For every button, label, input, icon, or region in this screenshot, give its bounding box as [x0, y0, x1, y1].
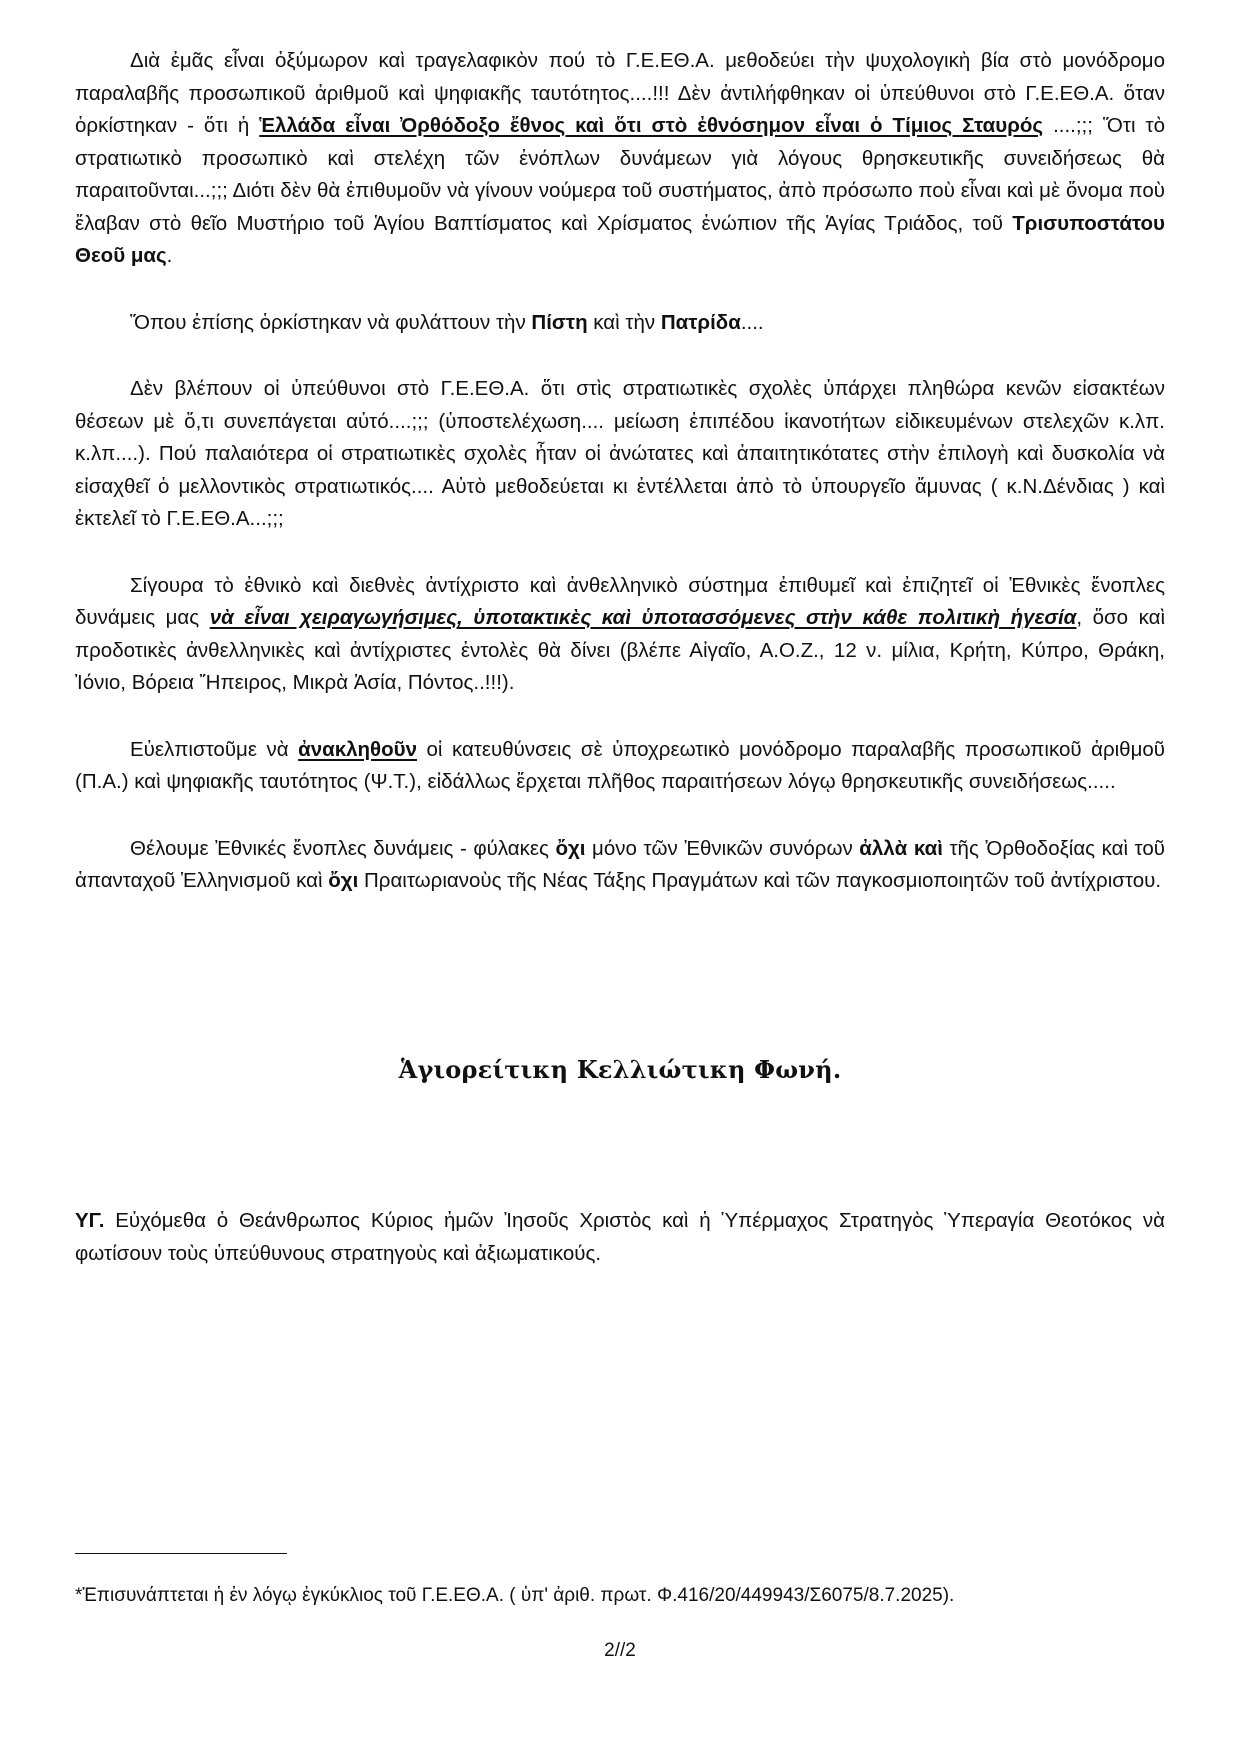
emphasis-bold: Πίστη [531, 310, 588, 334]
paragraph-6 [75, 833, 1165, 898]
text-run: Εὐελπιστοῦμε νὰ [130, 737, 299, 761]
emphasis-bold: ὄχι [328, 869, 359, 892]
footnote: *Ἐπισυνάπτεται ἡ ἐν λόγῳ ἐγκύκλιος τοῦ Γ.Ε.ΕΘ.Α. ( ὑπ' ἀριθ. πρωτ. Φ.416/20/449943/Σ6075/8.7.2025). [75, 1585, 955, 1606]
postscript [75, 1205, 1165, 1270]
signature: Ἁγιορείτικη Κελλιώτικη Φωνή. [398, 1055, 842, 1084]
text-run: οἱ κατευθύνσεις σὲ ὑποχρεωτικὸ μονόδρομο παραλαβῆς προσωπικοῦ ἀριθμοῦ (Π.Α.) καὶ ψηφιακῆς ταυτότητος (Ψ.Τ.), εἰδάλλως ἔρχεται πλῆθος παραιτήσεων λόγῳ θρησκευτικῆς συνειδήσεως..... [75, 737, 1165, 793]
text-run: Σίγουρα τὸ ἐθνικὸ καὶ διεθνὲς ἀντίχριστο καὶ ἀνθελληνικὸ σύστημα ἐπιθυμεῖ καὶ ἐπιζητεῖ οἱ Ἐθνικὲς ἔνοπλες δυνάμεις μας [75, 573, 1165, 629]
emphasis-underlined: Ἑλλάδα εἶναι Ὀρθόδοξο ἔθνος καὶ ὅτι στὸ ἐθνόσημον εἶναι ὁ Τίμιος Σταυρός [259, 114, 1044, 137]
page-number: 2//2 [604, 1640, 636, 1661]
text-run: . [166, 244, 173, 267]
text-run: μόνο τῶν Ἐθνικῶν συνόρων [585, 836, 860, 860]
text-run: Διὰ ἐμᾶς εἶναι ὀξύμωρον καὶ τραγελαφικὸν πού τὸ Γ.Ε.ΕΘ.Α. μεθοδεύει τὴν ψυχολογικὴ βία στὸ μονόδρομο παραλαβῆς προσωπικοῦ ἀριθμοῦ καὶ ψηφιακῆς ταυτότητος....!!! Δὲν ἀντιλήφθηκαν οἱ ὑπεύθυνοι στὸ Γ.Ε.ΕΘ.Α. ὅταν ὁρκίστηκαν - ὅτι ἡ [75, 49, 1165, 137]
letter-body [75, 45, 1165, 932]
emphasis-bold: Τρισυποστάτου Θεοῦ μας [75, 211, 1165, 267]
emphasis-bold: ὄχι [555, 836, 586, 860]
paragraph-4 [75, 570, 1165, 700]
emphasis-underlined-italic: νὰ εἶναι χειραγωγήσιμες, ὑποτακτικὲς καὶ ὑποτασσόμενες στὴν κάθε πολιτικὴ ἡγεσία [209, 606, 1077, 629]
emphasis-underlined: ἀνακληθοῦν [298, 737, 417, 761]
emphasis-bold: ἀλλὰ καὶ [859, 836, 943, 860]
paragraph-5 [75, 734, 1165, 799]
text-run: Δὲν βλέπουν οἱ ὑπεύθυνοι στὸ Γ.Ε.ΕΘ.Α. ὅτι στὶς στρατιωτικὲς σχολὲς ὑπάρχει πληθώρα κενῶν εἰσακτέων θέσεων μὲ ὅ,τι συνεπάγεται αὐτό....;;; (ὑποστελέχωση.... μείωση ἐπιπέδου ἱκανοτήτων εἰδικευμένων στελεχῶν κ.λπ. κ.λπ....). Πού παλαιότερα οἱ στρατιωτικὲς σχολὲς ἦταν οἱ ἀνώτατες καὶ ἀπαιτητικότατες στὴν ἐπιλογὴ καὶ δυσκολία νὰ εἰσαχθεῖ ὁ μελλοντικὸς στρατιωτικός.... Αὐτὸ μεθοδεύεται κι ἐντέλλεται ἀπὸ τὸ ὑπουργεῖο ἄμυνας ( κ.Ν.Δένδιας ) καὶ ἐκτελεῖ τὸ Γ.Ε.ΕΘ.Α...;;; [75, 377, 1165, 530]
emphasis-bold: Πατρίδα [660, 310, 741, 334]
paragraph-1 [75, 45, 1165, 273]
text-run: τῆς Ὀρθοδοξίας καὶ τοῦ ἁπανταχοῦ Ἑλληνισμοῦ καὶ [75, 836, 1165, 892]
text-run: καὶ τὴν [587, 310, 661, 334]
postscript-label: ΥΓ. [75, 1209, 105, 1232]
paragraph-3 [75, 373, 1165, 536]
footnote-separator [75, 1553, 287, 1554]
postscript-text: Εὐχόμεθα ὁ Θεάνθρωπος Κύριος ἡμῶν Ἰησοῦς Χριστὸς καὶ ἡ Ὑπέρμαχος Στρατηγὸς Ὑπεραγία Θεοτόκος νὰ φωτίσουν τοὺς ὑπεύθυνους στρατηγοὺς καὶ ἀξιωματικούς. [75, 1209, 1165, 1265]
paragraph-2 [75, 307, 1165, 340]
text-run: .... [740, 310, 764, 334]
text-run: Θέλουμε Ἐθνικές ἔνοπλες δυνάμεις - φύλακες [130, 836, 556, 860]
text-run: Πραιτωριανοὺς τῆς Νέας Τάξης Πραγμάτων καὶ τῶν παγκοσμιοποιητῶν τοῦ ἀντίχριστου. [358, 869, 1162, 892]
text-run: , ὅσο καὶ προδοτικὲς ἀνθελληνικὲς καὶ ἀντίχριστες ἐντολὲς θὰ δίνει (βλέπε Αἰγαῖο, Α.Ο.Ζ., 12 ν. μίλια, Κρήτη, Κύπρο, Θράκη, Ἰόνιο, Βόρεια Ἤπειρος, Μικρὰ Ἀσία, Πόντος..!!!). [75, 606, 1165, 694]
text-run: Ὅπου ἐπίσης ὁρκίστηκαν νὰ φυλάττουν τὴν [130, 310, 532, 334]
text-run: ....;;; Ὅτι τὸ στρατιωτικὸ προσωπικὸ καὶ στελέχη τῶν ἐνόπλων δυνάμεων γιὰ λόγους θρησκευτικῆς συνειδήσεως θὰ παραιτοῦνται...;;; Διότι δὲν θὰ ἐπιθυμοῦν νὰ γίνουν νούμερα τοῦ συστήματος, ἀπὸ πρόσωπο ποὺ εἶναι καὶ μὲ ὄνομα ποὺ ἔλαβαν στὸ θεῖο Μυστήριο τοῦ Ἁγίου Βαπτίσματος καὶ Χρίσματος ἐνώπιον τῆς Ἁγίας Τριάδος, τοῦ [75, 114, 1165, 235]
